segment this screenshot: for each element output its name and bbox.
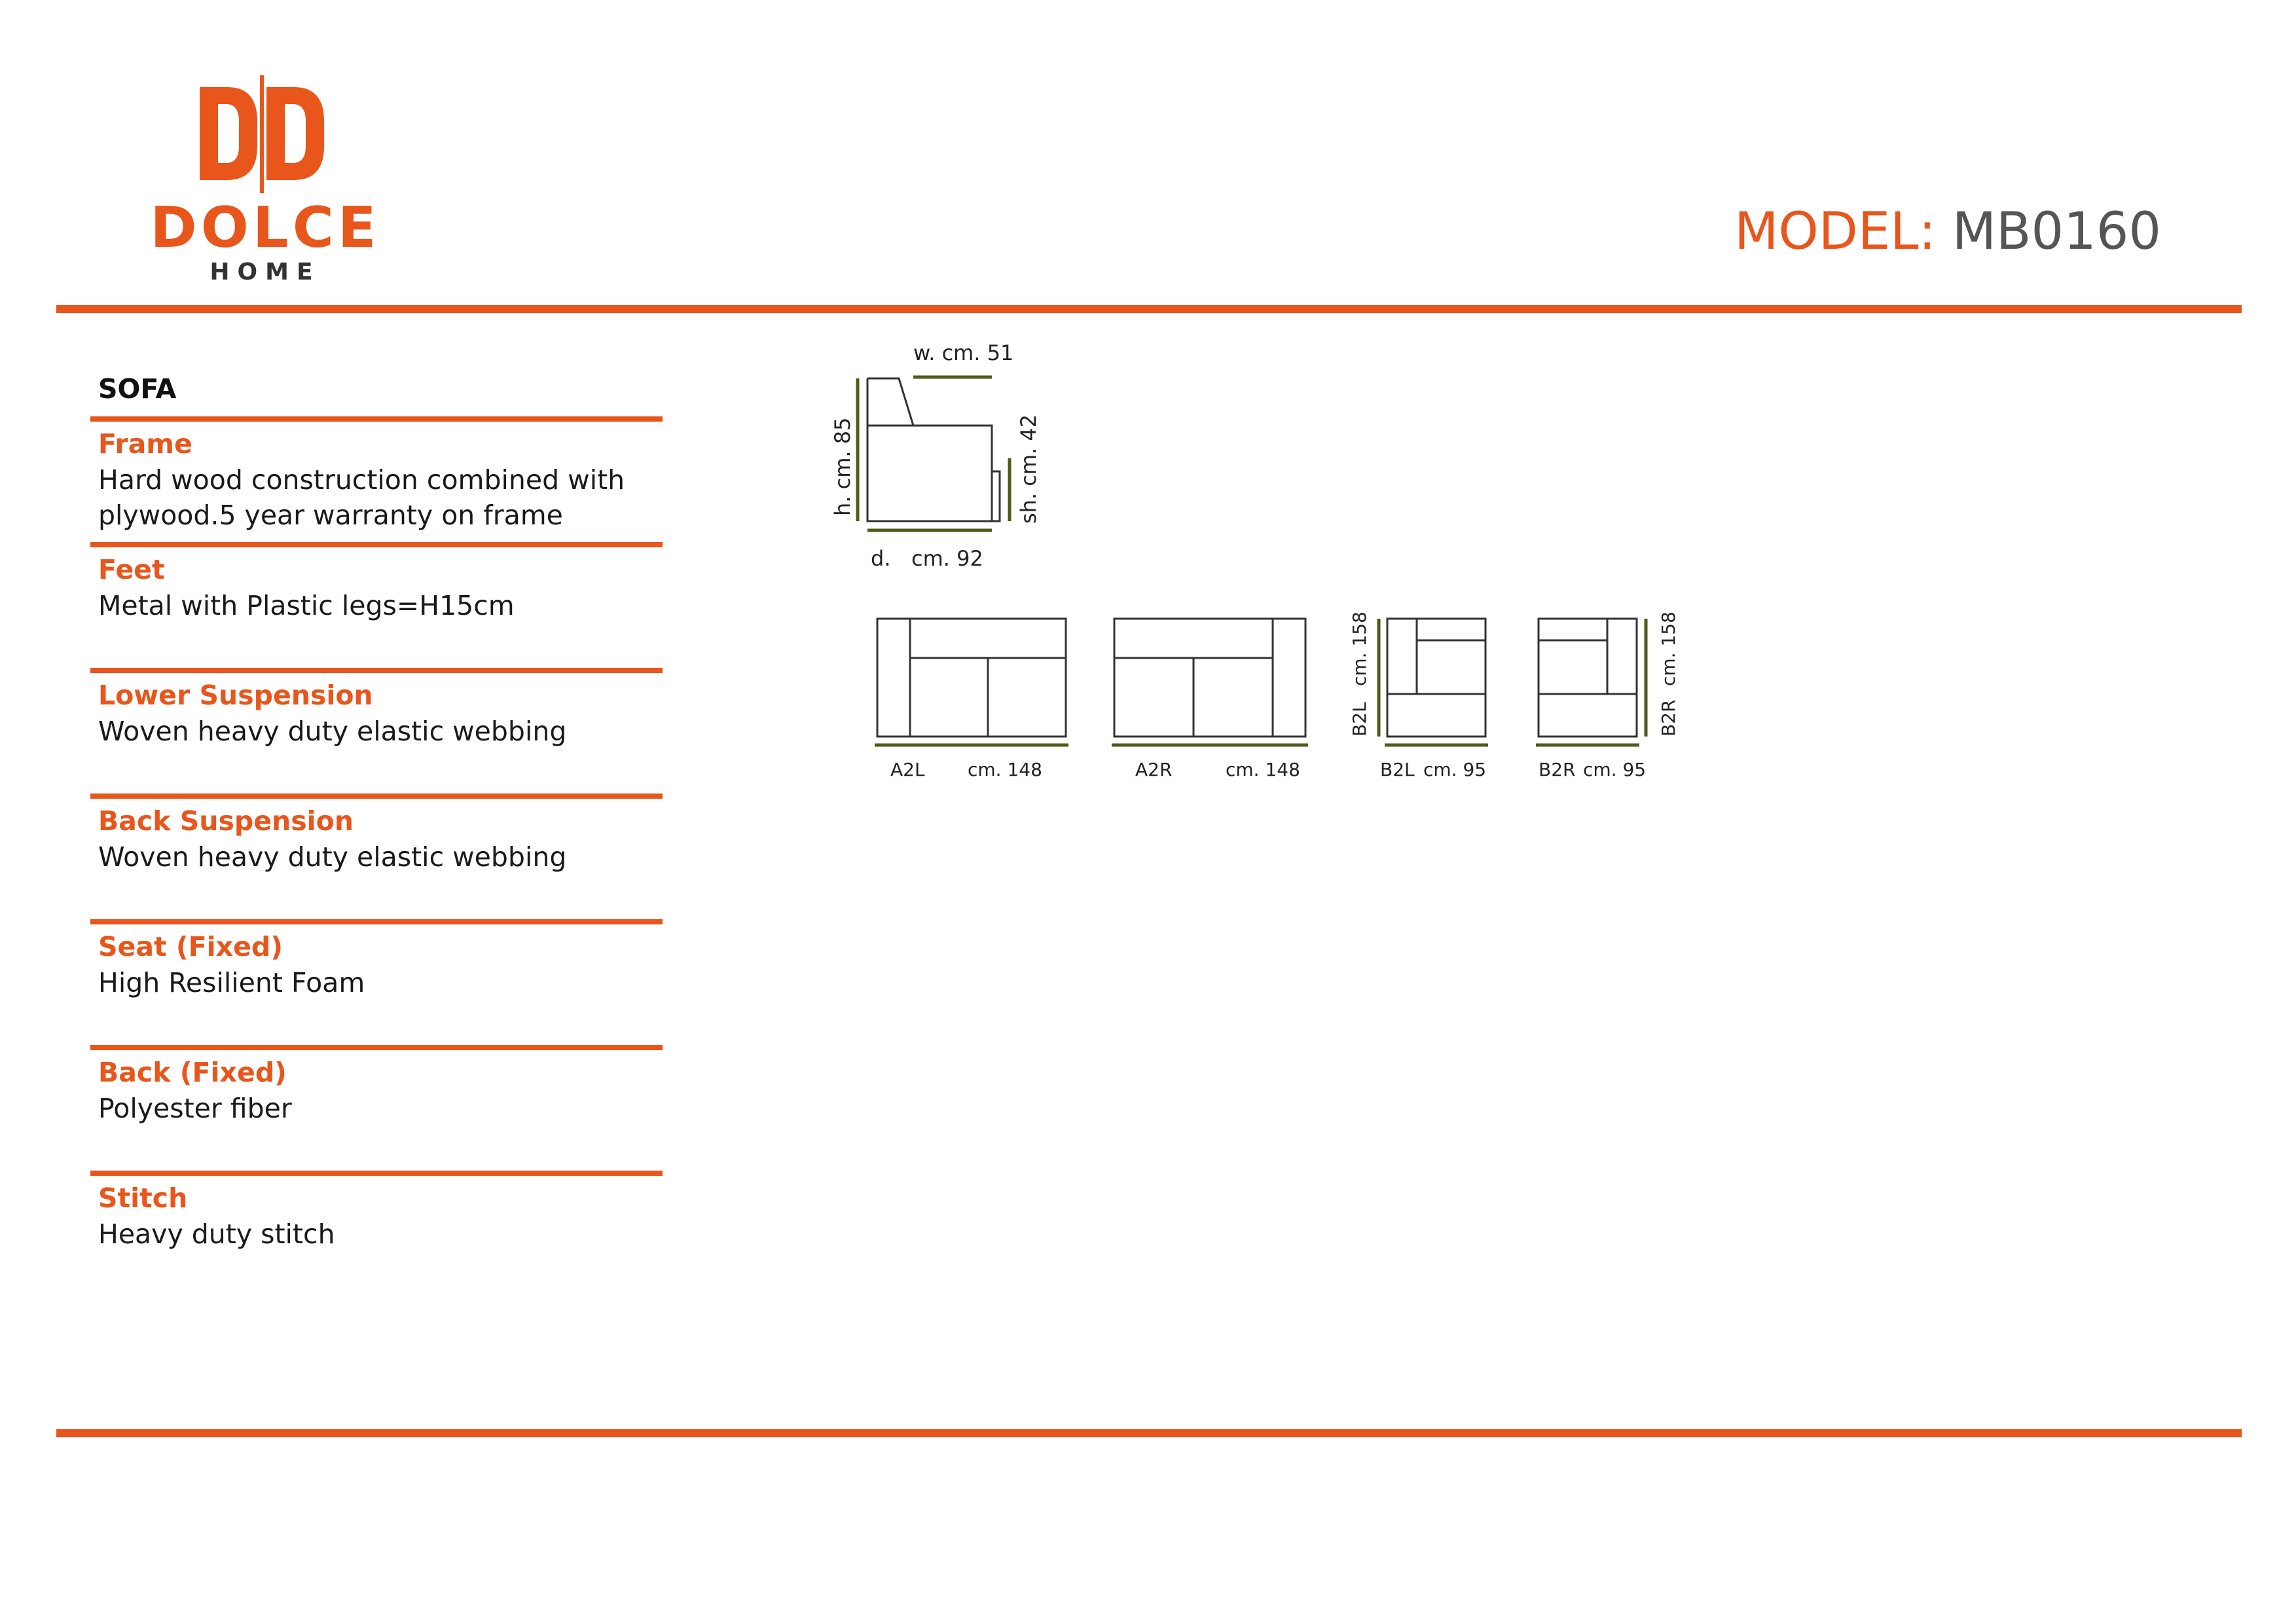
height-label: h. cm. 85 — [830, 417, 855, 516]
model-title — [1734, 202, 2161, 261]
spec-value: Polyester fiber — [98, 1093, 292, 1124]
spec-label: Seat (Fixed) — [98, 931, 283, 962]
module-dimension: cm. 95 — [1423, 759, 1487, 780]
depth-label: cm. 92 — [911, 546, 983, 571]
spec-divider — [90, 793, 663, 799]
spec-label: Stitch — [98, 1182, 188, 1214]
seat-height-label: sh. cm. 42 — [1016, 414, 1041, 524]
module-side-code: B2L — [1349, 702, 1370, 737]
module-code: A2L — [890, 759, 925, 780]
footer-divider — [56, 1429, 2242, 1437]
spec-divider — [90, 919, 663, 924]
model-number: MB0160 — [1952, 202, 2161, 261]
module-code: A2R — [1135, 759, 1173, 780]
spec-label: Feet — [98, 554, 165, 585]
spec-label: Lower Suspension — [98, 680, 373, 711]
brand-subtitle: HOME — [210, 259, 321, 285]
spec-divider — [90, 1045, 663, 1050]
spec-label: Back Suspension — [98, 805, 354, 837]
brand-name: DOLCE — [150, 195, 380, 261]
spec-value: Woven heavy duty elastic webbing — [98, 716, 567, 747]
spec-divider — [90, 1171, 663, 1176]
module-a2r-drawing — [1102, 609, 1319, 792]
module-dimension: cm. 95 — [1583, 759, 1647, 780]
brand-logo — [134, 75, 396, 291]
spec-label: Frame — [98, 428, 192, 460]
module-b2r-drawing — [1525, 609, 1689, 792]
spec-divider — [90, 416, 663, 422]
module-a2l-drawing — [864, 609, 1080, 792]
spec-divider — [90, 542, 663, 547]
module-dimension: cm. 148 — [1226, 759, 1300, 780]
module-side-code: B2R — [1658, 699, 1679, 737]
spec-divider — [90, 668, 663, 673]
module-code: B2L — [1380, 759, 1415, 780]
header-divider — [56, 305, 2242, 313]
spec-value: High Resilient Foam — [98, 967, 365, 998]
dd-logo-mark — [200, 75, 331, 193]
spec-value: Hard wood construction combined with plywood.5 year warranty on frame — [98, 464, 625, 531]
depth-prefix: d. — [871, 546, 891, 571]
spec-value: Metal with Plastic legs=H15cm — [98, 590, 515, 621]
product-category: SOFA — [98, 373, 177, 405]
module-b2l-drawing — [1338, 609, 1502, 792]
spec-value: Heavy duty stitch — [98, 1218, 335, 1250]
module-side-dimension: cm. 158 — [1658, 611, 1679, 686]
module-side-dimension: cm. 158 — [1349, 611, 1370, 686]
spec-value: Woven heavy duty elastic webbing — [98, 841, 567, 873]
side-view-drawing — [812, 327, 1074, 589]
model-label: MODEL: — [1734, 202, 1936, 261]
module-code: B2R — [1539, 759, 1576, 780]
module-dimension: cm. 148 — [968, 759, 1042, 780]
spec-label: Back (Fixed) — [98, 1057, 287, 1088]
width-label: w. cm. 51 — [913, 340, 1014, 365]
